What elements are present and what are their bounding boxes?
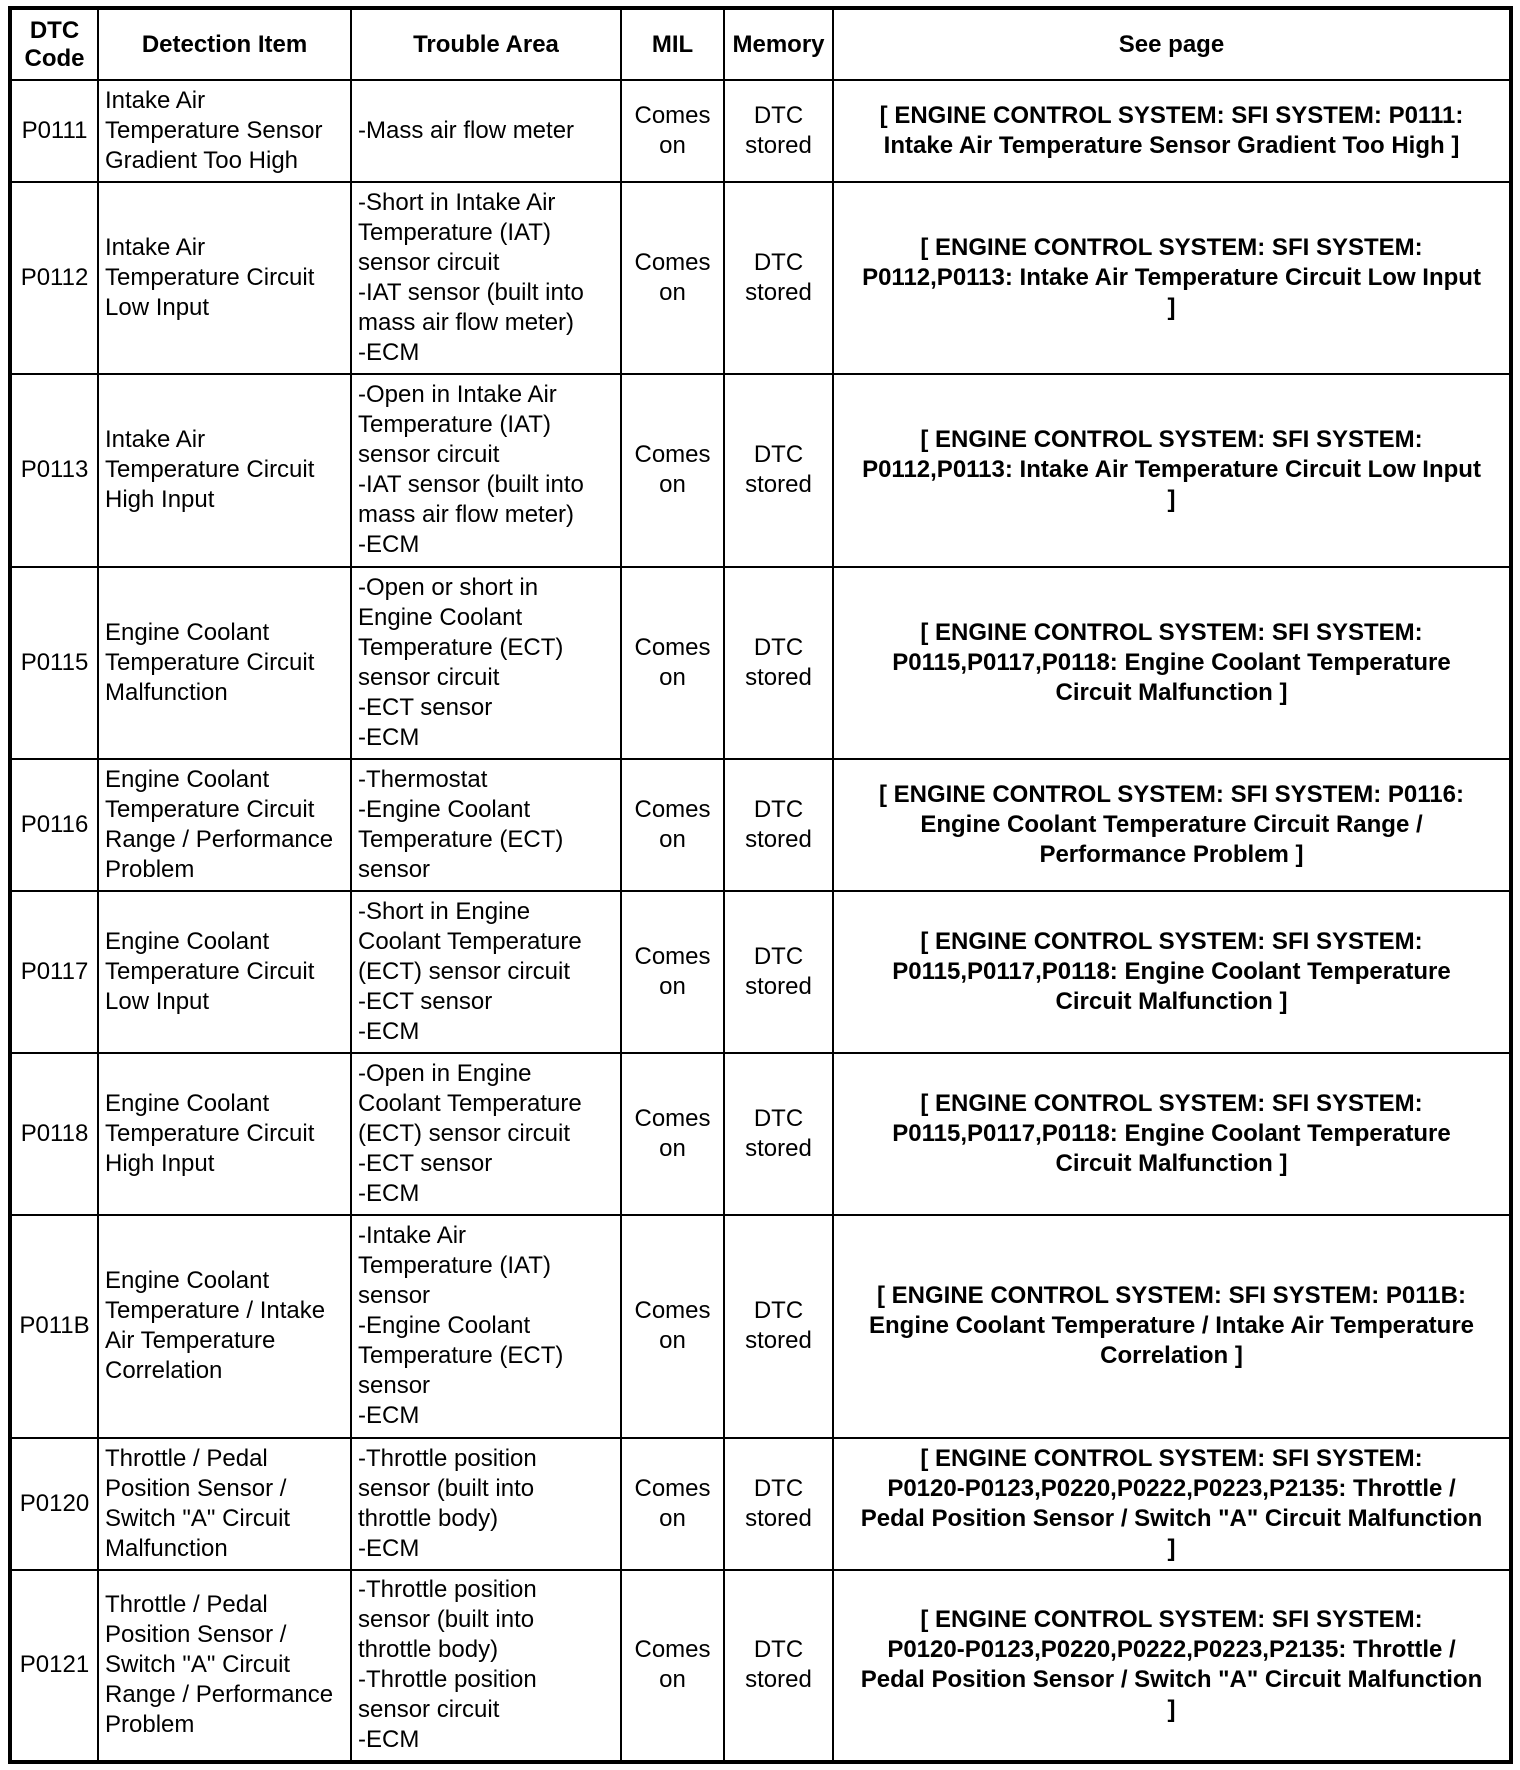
dtc-code: P0111 [10,80,98,182]
mil-status: Comes on [621,374,724,566]
memory-status: DTC stored [724,1215,833,1437]
mil-status: Comes on [621,567,724,759]
memory-status: DTC stored [724,374,833,566]
trouble-area: -Thermostat -Engine Coolant Temperature (ECT) sensor [351,759,621,891]
dtc-table [8,6,1513,1764]
detection-item: Engine Coolant Temperature Circuit Range / Performance Problem [98,759,351,891]
detection-item: Engine Coolant Temperature Circuit Malfunction [98,567,351,759]
mil-status: Comes on [621,759,724,891]
see-page-link[interactable]: [ ENGINE CONTROL SYSTEM: SFI SYSTEM: P0120-P0123,P0220,P0222,P0223,P2135: Throttle / Pedal Position Sensor / Switch "A" Circuit Malfunction ] [833,1570,1511,1762]
dtc-code: P011B [10,1215,98,1437]
dtc-code: P0120 [10,1438,98,1570]
header-trouble-area: Trouble Area [351,8,621,80]
see-page-link[interactable]: [ ENGINE CONTROL SYSTEM: SFI SYSTEM: P0111: Intake Air Temperature Sensor Gradient Too High ] [833,80,1511,182]
memory-status: DTC stored [724,1053,833,1215]
memory-status: DTC stored [724,1570,833,1762]
table-row [10,80,1511,182]
table-row [10,567,1511,759]
dtc-code: P0116 [10,759,98,891]
mil-status: Comes on [621,80,724,182]
trouble-area: -Throttle position sensor (built into throttle body) -ECM [351,1438,621,1570]
see-page-link[interactable]: [ ENGINE CONTROL SYSTEM: SFI SYSTEM: P0112,P0113: Intake Air Temperature Circuit Low Input ] [833,374,1511,566]
table-row [10,1438,1511,1570]
memory-status: DTC stored [724,891,833,1053]
dtc-code: P0112 [10,182,98,374]
see-page-link[interactable]: [ ENGINE CONTROL SYSTEM: SFI SYSTEM: P0115,P0117,P0118: Engine Coolant Temperature Circuit Malfunction ] [833,567,1511,759]
mil-status: Comes on [621,1438,724,1570]
see-page-link[interactable]: [ ENGINE CONTROL SYSTEM: SFI SYSTEM: P0112,P0113: Intake Air Temperature Circuit Low Input ] [833,182,1511,374]
memory-status: DTC stored [724,759,833,891]
header-mil: MIL [621,8,724,80]
mil-status: Comes on [621,182,724,374]
table-row [10,1570,1511,1762]
memory-status: DTC stored [724,1438,833,1570]
header-see-page: See page [833,8,1511,80]
detection-item: Intake Air Temperature Circuit Low Input [98,182,351,374]
dtc-code: P0115 [10,567,98,759]
table-row [10,1053,1511,1215]
mil-status: Comes on [621,1053,724,1215]
memory-status: DTC stored [724,80,833,182]
table-row [10,1215,1511,1437]
detection-item: Engine Coolant Temperature Circuit High Input [98,1053,351,1215]
see-page-link[interactable]: [ ENGINE CONTROL SYSTEM: SFI SYSTEM: P0120-P0123,P0220,P0222,P0223,P2135: Throttle / Pedal Position Sensor / Switch "A" Circuit Malfunction ] [833,1438,1511,1570]
header-row [10,8,1511,80]
see-page-link[interactable]: [ ENGINE CONTROL SYSTEM: SFI SYSTEM: P011B: Engine Coolant Temperature / Intake Air Temperature Correlation ] [833,1215,1511,1437]
trouble-area: -Mass air flow meter [351,80,621,182]
trouble-area: -Short in Engine Coolant Temperature (ECT) sensor circuit -ECT sensor -ECM [351,891,621,1053]
dtc-code: P0118 [10,1053,98,1215]
table-row [10,891,1511,1053]
table-row [10,182,1511,374]
detection-item: Throttle / Pedal Position Sensor / Switch "A" Circuit Malfunction [98,1438,351,1570]
memory-status: DTC stored [724,182,833,374]
see-page-link[interactable]: [ ENGINE CONTROL SYSTEM: SFI SYSTEM: P0115,P0117,P0118: Engine Coolant Temperature Circuit Malfunction ] [833,891,1511,1053]
dtc-code: P0121 [10,1570,98,1762]
mil-status: Comes on [621,1215,724,1437]
see-page-link[interactable]: [ ENGINE CONTROL SYSTEM: SFI SYSTEM: P0116: Engine Coolant Temperature Circuit Range / Performance Problem ] [833,759,1511,891]
trouble-area: -Open in Engine Coolant Temperature (ECT) sensor circuit -ECT sensor -ECM [351,1053,621,1215]
dtc-code: P0113 [10,374,98,566]
detection-item: Engine Coolant Temperature Circuit Low Input [98,891,351,1053]
see-page-link[interactable]: [ ENGINE CONTROL SYSTEM: SFI SYSTEM: P0115,P0117,P0118: Engine Coolant Temperature Circuit Malfunction ] [833,1053,1511,1215]
trouble-area: -Intake Air Temperature (IAT) sensor -Engine Coolant Temperature (ECT) sensor -ECM [351,1215,621,1437]
trouble-area: -Open or short in Engine Coolant Temperature (ECT) sensor circuit -ECT sensor -ECM [351,567,621,759]
trouble-area: -Throttle position sensor (built into throttle body) -Throttle position sensor circuit -ECM [351,1570,621,1762]
detection-item: Throttle / Pedal Position Sensor / Switch "A" Circuit Range / Performance Problem [98,1570,351,1762]
detection-item: Engine Coolant Temperature / Intake Air Temperature Correlation [98,1215,351,1437]
header-memory: Memory [724,8,833,80]
detection-item: Intake Air Temperature Sensor Gradient Too High [98,80,351,182]
header-dtc-code: DTC Code [10,8,98,80]
table-row [10,374,1511,566]
mil-status: Comes on [621,1570,724,1762]
dtc-code: P0117 [10,891,98,1053]
trouble-area: -Open in Intake Air Temperature (IAT) sensor circuit -IAT sensor (built into mass air flow meter) -ECM [351,374,621,566]
header-detection-item: Detection Item [98,8,351,80]
table-row [10,759,1511,891]
detection-item: Intake Air Temperature Circuit High Input [98,374,351,566]
trouble-area: -Short in Intake Air Temperature (IAT) sensor circuit -IAT sensor (built into mass air flow meter) -ECM [351,182,621,374]
memory-status: DTC stored [724,567,833,759]
mil-status: Comes on [621,891,724,1053]
